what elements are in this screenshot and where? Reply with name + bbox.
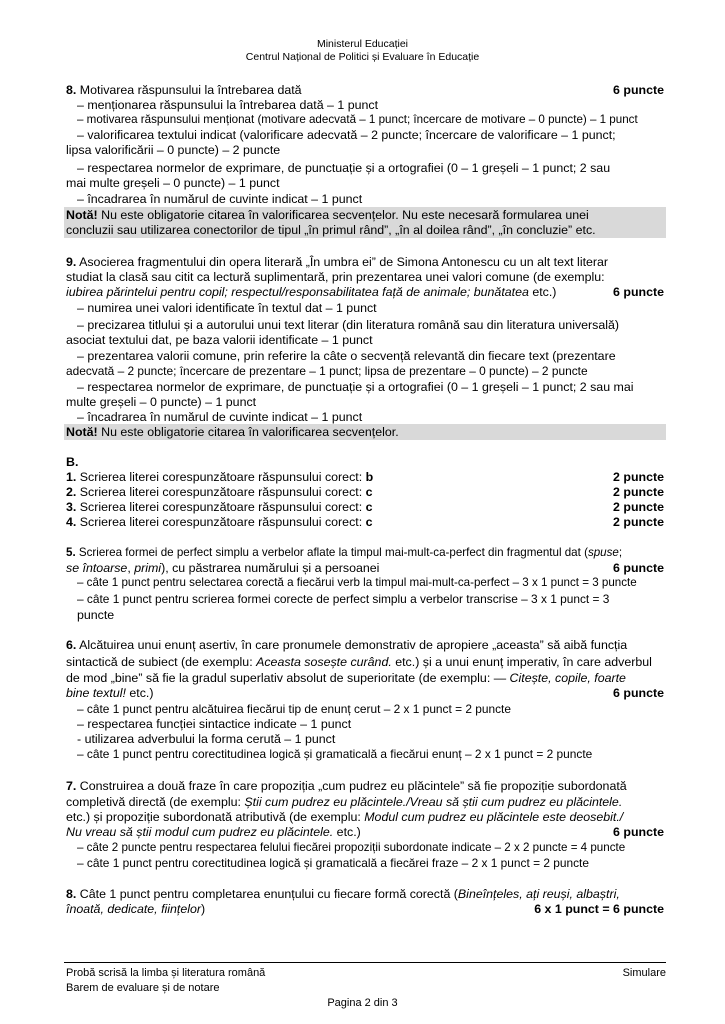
item9-line4a: – respectarea normelor de exprimare, de punctuație și a ortografiei (0 – 1 greșeli – 1 punct; 2 sau mai bbox=[77, 380, 634, 394]
item8-nota-b: concluzii sau utilizarea conectorilor de tipul „în primul rând”, „în al doilea rând”, „în concluzie” etc. bbox=[66, 223, 596, 237]
item6-line3: - utilizarea adverbului la forma cerută – 1 punct bbox=[77, 732, 336, 746]
item8-line4b: mai multe greșeli – 0 puncte) – 1 punct bbox=[66, 176, 280, 190]
item9-line3b: adecvată – 2 puncte; încercare de prezentare – 1 punct; lipsa de prezentare – 0 puncte) – 2 puncte bbox=[66, 364, 588, 378]
item8-nota-a: Notă! Nu este obligatorie citarea în valorificarea secvențelor. Nu este necesară formularea unei bbox=[66, 208, 589, 222]
item5-points: 6 puncte bbox=[613, 561, 664, 575]
item6-line2: – respectarea funcției sintactice indicate – 1 punct bbox=[77, 717, 352, 731]
section-b-label: B. bbox=[66, 455, 79, 469]
item9-line3a: – prezentarea valorii comune, prin referire la câte o secvență relevantă din fiecare text (prezentare bbox=[77, 349, 616, 363]
footer-rule bbox=[64, 962, 666, 963]
item7-title-1: 7. Construirea a două fraze în care propoziția „cum pudrez eu plăcintele” să fie propoziție subordonată bbox=[66, 779, 627, 793]
footer-barem: Barem de evaluare și de notare bbox=[66, 982, 220, 994]
item5-title-2: se întoarse, primi), cu păstrarea numărului și a persoanei 6 puncte bbox=[66, 561, 664, 575]
item8b-title-1: 8. Câte 1 punct pentru completarea enunțului cu fiecare formă corectă (Bineînțeles, ați reuși, albaștri, bbox=[66, 887, 620, 901]
item8-line3a: – valorificarea textului indicat (valorificare adecvată – 2 puncte; încercare de valorificare – 1 punct; bbox=[77, 128, 616, 142]
item5-title-1: 5. Scrierea formei de perfect simplu a verbelor aflate la timpul mai-mult-ca-perfect din fragmentul dat (spuse; bbox=[66, 546, 623, 559]
item8-line5: – încadrarea în numărul de cuvinte indicat – 1 punct bbox=[77, 192, 363, 206]
item6-title-4: bine textul! etc.) 6 puncte bbox=[66, 686, 664, 700]
item9-line2b: asociat textului dat, pe baza valorii identificate – 1 punct bbox=[66, 333, 373, 347]
section-b-q3: 3. Scrierea literei corespunzătoare răspunsului corect: c 2 puncte bbox=[66, 500, 664, 514]
item9-title-3: iubirea părintelui pentru copil; respectul/responsabilitatea față de animale; bunătatea etc.) 6 puncte bbox=[66, 285, 664, 299]
page-number: Pagina 2 din 3 bbox=[327, 997, 398, 1009]
item8-line2: – motivarea răspunsului menționat (motivare adecvată – 1 punct; încercare de motivare – 0 puncte) – 1 punct bbox=[77, 113, 638, 126]
item7-title-2: completivă directă (de exemplu: Știi cum pudrez eu plăcintele./Vreau să știi cum pudrez eu plăcintele. bbox=[66, 795, 623, 809]
item9-points: 6 puncte bbox=[613, 285, 664, 299]
item9-line1: – numirea unei valori identificate în textul dat – 1 punct bbox=[77, 301, 377, 315]
item9-title-1: 9. Asocierea fragmentului din opera literară „În umbra ei” de Simona Antonescu cu un alt text literar bbox=[66, 255, 609, 269]
item6-title-1: 6. Alcătuirea unui enunț asertiv, în care pronumele demonstrativ de apropiere „aceasta” să aibă funcția bbox=[66, 638, 628, 652]
item9-title-2: studiat la clasă sau citit ca lectură suplimentară, prin prezentarea unei valori comune (de exemplu: bbox=[66, 270, 605, 284]
item6-title-2: sintactică de subiect (de exemplu: Aceasta sosește curând. etc.) și a unui enunț imperativ, în care adverbul bbox=[66, 655, 652, 669]
item9-line4b: multe greșeli – 0 puncte) – 1 punct bbox=[66, 395, 257, 409]
item8b-points: 6 x 1 punct = 6 puncte bbox=[534, 902, 664, 916]
item7-title-4: Nu vreau să știi modul cum pudrez eu plăcintele. etc.) 6 puncte bbox=[66, 825, 664, 839]
item8-line3b: lipsa valorificării – 0 puncte) – 2 puncte bbox=[66, 143, 281, 157]
item7-line1: – câte 2 puncte pentru respectarea felului fiecărei propoziții subordonate indicate – 2 x 2 puncte = 4 puncte bbox=[77, 841, 626, 854]
section-b-q4: 4. Scrierea literei corespunzătoare răspunsului corect: c 2 puncte bbox=[66, 515, 664, 529]
section-b-q2: 2. Scrierea literei corespunzătoare răspunsului corect: c 2 puncte bbox=[66, 485, 664, 499]
item6-line1: – câte 1 punct pentru alcătuirea fiecărui tip de enunț cerut – 2 x 1 punct = 2 puncte bbox=[77, 702, 511, 716]
item8b-title-2: înoată, dedicate, ființelor) 6 x 1 punct = 6 puncte bbox=[66, 902, 664, 916]
item6-points: 6 puncte bbox=[613, 686, 664, 700]
footer-simulare: Simulare bbox=[622, 967, 666, 979]
item6-title-3: de mod „bine” să fie la gradul superlativ absolut de superioritate (de exemplu: — Citește, copile, foarte bbox=[66, 671, 626, 685]
footer-exam: Probă scrisă la limba și literatura română bbox=[66, 967, 266, 979]
item5-line2b: puncte bbox=[77, 608, 115, 622]
item9-nota: Notă! Nu este obligatorie citarea în valorificarea secvențelor. bbox=[66, 425, 399, 439]
item9-line2a: – precizarea titlului și a autorului unui text literar (din literatura română sau din literatura universală) bbox=[77, 318, 620, 332]
header-ministry: Ministerul Educației bbox=[316, 38, 409, 50]
item5-line1: – câte 1 punct pentru selectarea corectă a fiecărui verb la timpul mai-mult-ca-perfect – 3 x 1 punct = 3 puncte bbox=[77, 576, 637, 589]
item8-line1: – menționarea răspunsului la întrebarea dată – 1 punct bbox=[77, 98, 379, 112]
item8-points: 6 puncte bbox=[613, 83, 664, 97]
item6-line4: – câte 1 punct pentru corectitudinea logică și gramaticală a fiecărui enunț – 2 x 1 punct = 2 puncte bbox=[77, 747, 593, 761]
item8-title: 8. Motivarea răspunsului la întrebarea dată 6 puncte bbox=[66, 83, 664, 97]
item7-points: 6 puncte bbox=[613, 825, 664, 839]
section-b-q1: 1. Scrierea literei corespunzătoare răspunsului corect: b 2 puncte bbox=[66, 470, 664, 484]
header-center: Centrul Național de Politici și Evaluare în Educație bbox=[245, 51, 480, 63]
item8-line4a: – respectarea normelor de exprimare, de punctuație și a ortografiei (0 – 1 greșeli – 1 punct; 2 sau bbox=[77, 161, 611, 175]
item7-line2: – câte 1 punct pentru corectitudinea logică și gramaticală a fiecărei fraze – 2 x 1 punct = 2 puncte bbox=[77, 856, 589, 870]
item5-line2a: – câte 1 punct pentru scrierea formei corecte de perfect simplu a verbelor transcrise – 3 x 1 punct = 3 bbox=[77, 592, 610, 606]
item7-title-3: etc.) și propoziție subordonată atributivă (de exemplu: Modul cum pudrez eu plăcintele este deosebit./ bbox=[66, 810, 624, 824]
item9-line5: – încadrarea în numărul de cuvinte indicat – 1 punct bbox=[77, 410, 363, 424]
